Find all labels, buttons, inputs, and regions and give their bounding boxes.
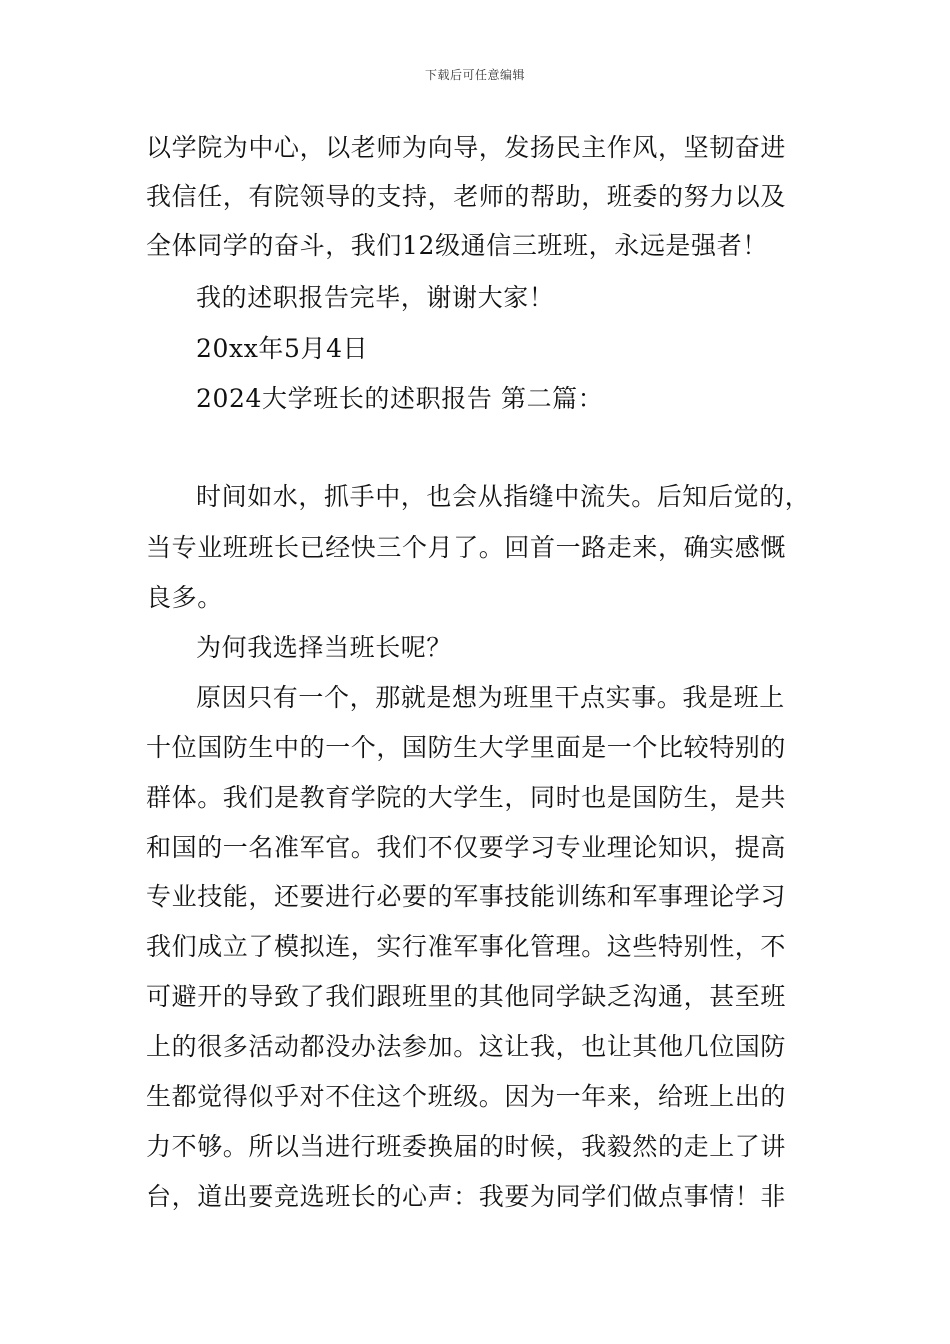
section-title: 2024大学班长的述职报告 第二篇： bbox=[196, 384, 604, 413]
text-line: 我的述职报告完毕，谢谢大家！ bbox=[196, 283, 555, 312]
text-line: 上的很多活动都没办法参加。这让我，也让其他几位国防 bbox=[146, 1032, 787, 1061]
text-line: 时间如水，抓手中，也会从指缝中流失。后知后觉的， bbox=[196, 482, 811, 511]
text-line: 当专业班班长已经快三个月了。回首一路走来，确实感慨 bbox=[146, 533, 787, 562]
text-line: 台，道出要竞选班长的心声：我要为同学们做点事情！非 bbox=[146, 1182, 787, 1211]
text-line: 以学院为中心，以老师为向导，发扬民主作风，坚韧奋进 bbox=[146, 133, 787, 162]
text-line: 为何我选择当班长呢？ bbox=[196, 633, 453, 662]
text-line: 全体同学的奋斗，我们12级通信三班班，永远是强者！ bbox=[146, 231, 768, 260]
text-line: 和国的一名准军官。我们不仅要学习专业理论知识，提高 bbox=[146, 833, 787, 862]
text-line: 十位国防生中的一个，国防生大学里面是一个比较特别的 bbox=[146, 733, 787, 762]
date-line: 20xx年5月4日 bbox=[196, 334, 369, 363]
text-line: 生都觉得似乎对不住这个班级。因为一年来，给班上出的 bbox=[146, 1082, 787, 1111]
text-line: 力不够。所以当进行班委换届的时候，我毅然的走上了讲 bbox=[146, 1132, 787, 1161]
text-line: 我信任，有院领导的支持，老师的帮助，班委的努力以及 bbox=[146, 182, 787, 211]
page-header: 下载后可任意编辑 bbox=[424, 68, 525, 82]
text-line: 良多。 bbox=[146, 583, 223, 612]
text-line: 群体。我们是教育学院的大学生，同时也是国防生，是共 bbox=[146, 783, 787, 812]
text-line: 原因只有一个，那就是想为班里干点实事。我是班上 bbox=[196, 683, 785, 712]
text-line: 专业技能，还要进行必要的军事技能训练和军事理论学习 bbox=[146, 882, 787, 911]
text-line: 我们成立了模拟连，实行准军事化管理。这些特别性，不 bbox=[146, 932, 787, 961]
text-line: 可避开的导致了我们跟班里的其他同学缺乏沟通，甚至班 bbox=[146, 982, 787, 1011]
